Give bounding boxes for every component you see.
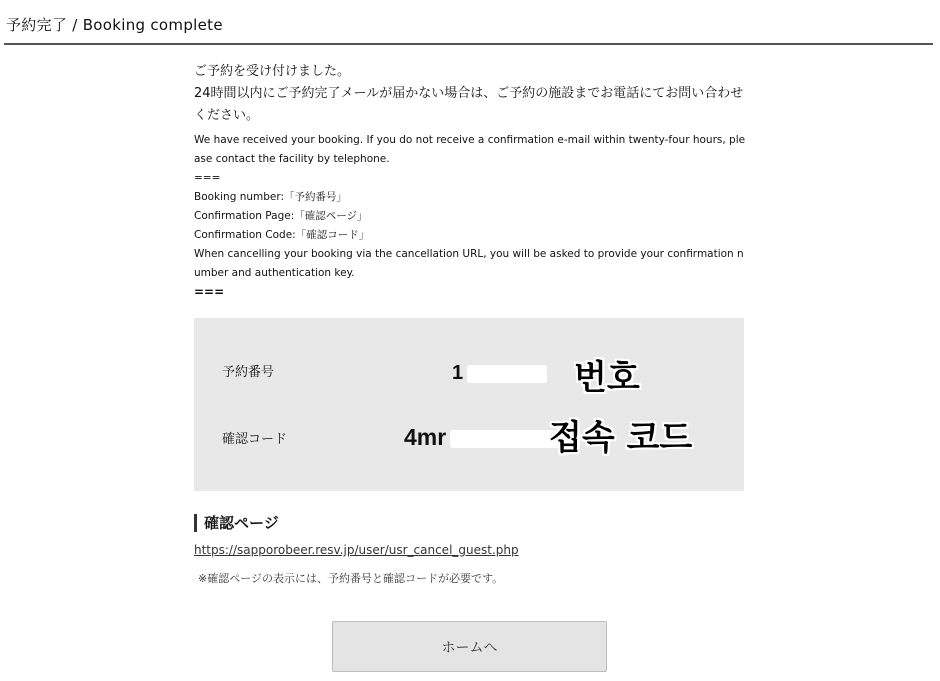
confirmation-code-value-prefix: 4mr xyxy=(404,424,447,450)
confirmation-code-label: 確認コード xyxy=(222,432,288,447)
booking-info-box xyxy=(194,318,744,491)
confirmation-code-overlay: 접속 코드 xyxy=(549,418,693,458)
booking-number-label: 予約番号 xyxy=(222,365,275,380)
booking-number-value xyxy=(452,362,551,385)
message-ja-line1: ご予約を受け付けました。 xyxy=(194,64,351,79)
confirmation-page-link[interactable]: https://sapporobeer.resv.jp/user/usr_cancel_guest.php xyxy=(194,543,519,557)
booking-number-value-prefix: 1 xyxy=(452,362,464,384)
message-ja-line2: 24時間以内にご予約完了メールが届かない場合は、ご予約の施設までお電話にてお問い合わせください。 xyxy=(194,86,744,123)
confirmation-page-heading: 確認ページ xyxy=(194,514,279,532)
page-title: 予約完了 / Booking complete xyxy=(6,16,223,34)
confirmation-code-line: Confirmation Code:「確認コード」 xyxy=(194,229,370,241)
message-ja xyxy=(194,61,746,127)
confirmation-page-note: ※確認ページの表示には、予約番号と確認コードが必要です。 xyxy=(198,572,504,585)
confirmation-page-line: Confirmation Page:「確認ページ」 xyxy=(194,210,368,222)
separator-top: === xyxy=(194,172,221,184)
page-header xyxy=(4,0,933,45)
booking-number-line: Booking number:「予約番号」 xyxy=(194,191,348,203)
separator-bottom: === xyxy=(194,285,225,299)
cancel-note: When cancelling your booking via the cancellation URL, you will be asked to provide your confirmation number and authentication key. xyxy=(194,248,744,279)
message-en-received: We have received your booking. If you do not receive a confirmation e-mail within twenty-four hours, please contact the facility by telephone. xyxy=(194,134,746,165)
message-en xyxy=(194,131,746,302)
message-block xyxy=(194,60,746,302)
home-button[interactable]: ホームへ xyxy=(332,621,607,672)
redaction-mark xyxy=(467,365,547,383)
booking-number-overlay: 번호 xyxy=(574,358,640,398)
